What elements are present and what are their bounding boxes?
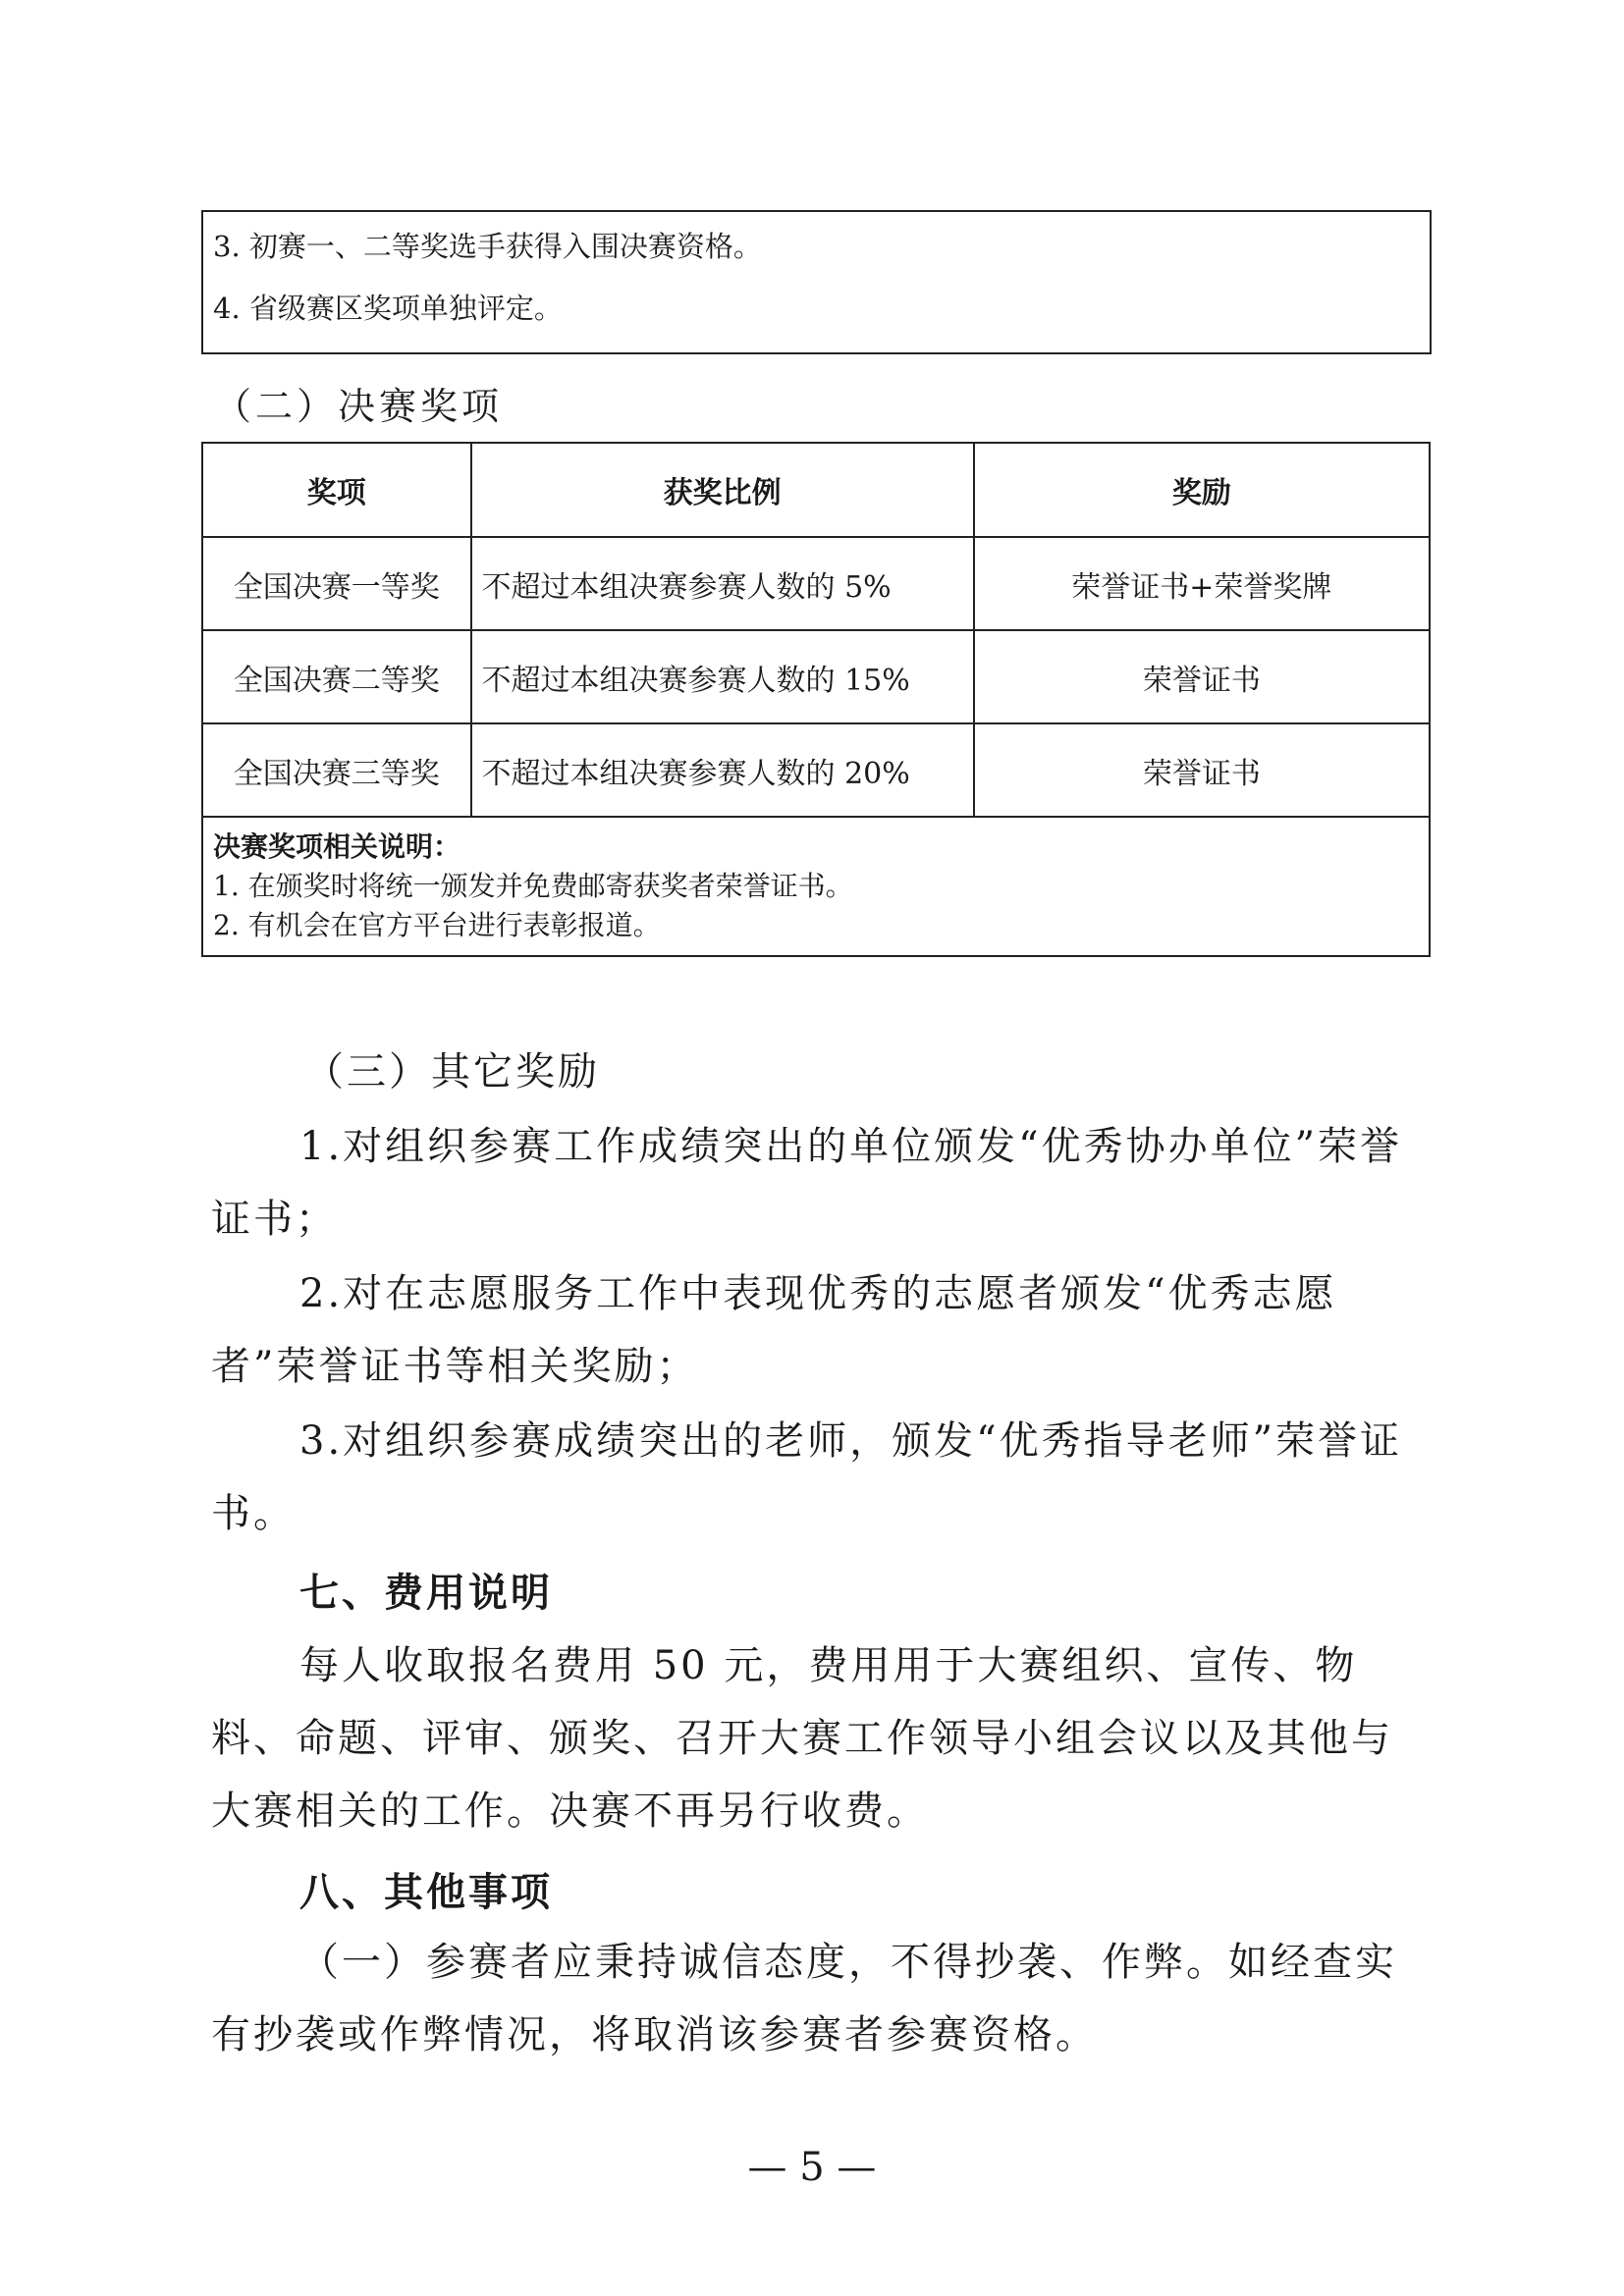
col-header-award: 奖项 [202,443,471,537]
fee-heading: 七、费用说明 [299,1571,553,1616]
prelim-note-3: 3. 初赛一、二等奖选手获得入围决赛资格。 [213,230,762,263]
fee-text: 每人收取报名费用 50 元，费用用于大赛组织、宣传、物料、命题、评审、颁奖、召开大赛工作领导小组会议以及其他与大赛相关的工作。决赛不再另行收费。 [211,1643,1393,1834]
table-row [202,630,1430,723]
other-reward-item: 2.对在志愿服务工作中表现优秀的志愿者颁发“优秀志愿者”荣誉证书等相关奖励； [211,1271,1337,1389]
award-reward: 荣誉证书 [974,723,1430,817]
notes-title: 决赛奖项相关说明： [213,830,461,863]
misc-text: （一）参赛者应秉持诚信态度，不得抄袭、作弊。如经查实有抄袭或作弊情况，将取消该参赛者参赛资格。 [211,1940,1397,2057]
notes-item: 2. 有机会在官方平台进行表彰报道。 [213,909,661,941]
award-ratio: 不超过本组决赛参赛人数的 15% [471,630,974,723]
table-notes-row [202,817,1430,956]
notes-item: 1. 在颁奖时将统一颁发并免费邮寄获奖者荣誉证书。 [213,870,853,902]
award-ratio: 不超过本组决赛参赛人数的 20% [471,723,974,817]
other-reward-item: 1.对组织参赛工作成绩突出的单位颁发“优秀协办单位”荣誉证书； [211,1124,1403,1242]
award-ratio: 不超过本组决赛参赛人数的 5% [471,537,974,630]
final-awards-table [201,442,1431,957]
award-reward: 荣誉证书 [974,630,1430,723]
misc-heading: 八、其他事项 [299,1870,553,1915]
other-reward-item: 3.对组织参赛成绩突出的老师，颁发“优秀指导老师”荣誉证书。 [211,1418,1403,1536]
award-name: 全国决赛一等奖 [202,537,471,630]
prelim-notes-box [201,210,1432,354]
award-name: 全国决赛二等奖 [202,630,471,723]
page-number: — 5 — [747,2145,877,2190]
final-awards-heading: （二）决赛奖项 [214,385,504,428]
prelim-note-4: 4. 省级赛区奖项单独评定。 [213,292,563,325]
other-rewards-heading: （三）其它奖励 [304,1049,600,1095]
award-name: 全国决赛三等奖 [202,723,471,817]
col-header-reward: 奖励 [974,443,1430,537]
award-reward: 荣誉证书+荣誉奖牌 [974,537,1430,630]
table-header-row [202,443,1430,537]
col-header-ratio: 获奖比例 [471,443,974,537]
table-row [202,537,1430,630]
table-notes [202,817,1430,956]
table-row [202,723,1430,817]
